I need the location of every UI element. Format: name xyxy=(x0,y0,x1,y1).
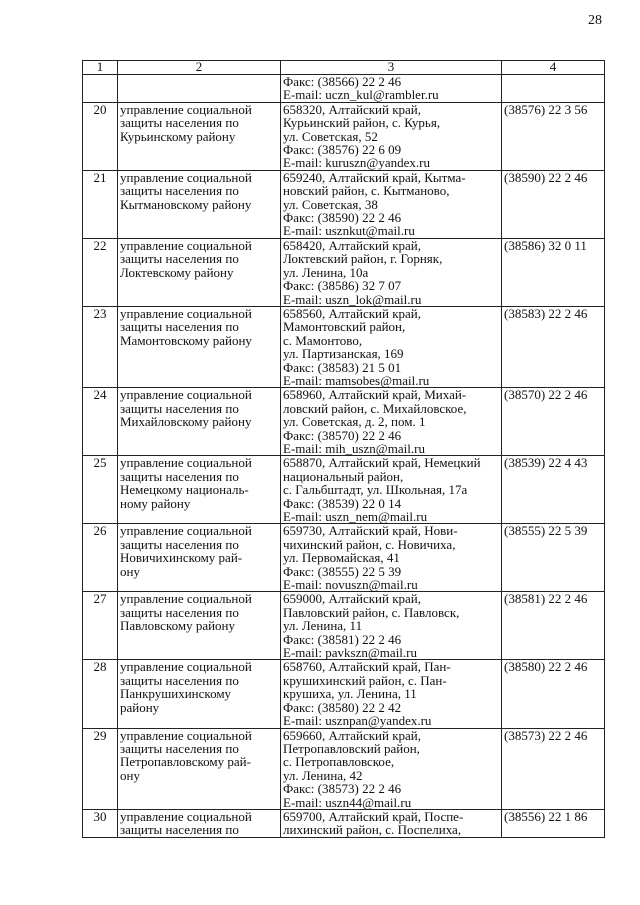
address-cell xyxy=(281,592,502,660)
row-number-cell xyxy=(83,75,118,103)
address-line: ул. Первомайская, 41 xyxy=(283,550,400,566)
agency-name-cell xyxy=(118,592,281,660)
row-number-cell: 30 xyxy=(83,809,118,837)
table-row xyxy=(83,388,605,456)
address-cell xyxy=(281,660,502,728)
phone-cell: (38570) 22 2 46 xyxy=(502,388,605,456)
address-line: Мамонтовский район, xyxy=(283,319,406,335)
address-line: Факс: (38576) 22 6 09 xyxy=(283,142,402,158)
address-line: 659000, Алтайский край, xyxy=(283,591,421,607)
address-line: E-mail: novuszn@mail.ru xyxy=(283,577,418,593)
address-line: лихинский район, с. Поспелиха, xyxy=(283,822,462,838)
address-cell xyxy=(281,170,502,238)
row-number-cell: 29 xyxy=(83,728,118,809)
address-line: ул. Ленина, 42 xyxy=(283,767,363,783)
agency-name-cell xyxy=(118,75,281,103)
address-cell xyxy=(281,75,502,103)
agency-name-line: управление социальной xyxy=(120,169,252,185)
agency-name-cell xyxy=(118,809,281,837)
phone-cell: (38583) 22 2 46 xyxy=(502,306,605,387)
agency-name-line: ному району xyxy=(120,495,191,511)
row-number-cell: 23 xyxy=(83,306,118,387)
address-line: Петропавловский район, xyxy=(283,740,420,756)
address-line: E-mail: uszn_nem@mail.ru xyxy=(283,509,428,524)
agency-name-line: защиты населения по xyxy=(120,400,239,416)
agency-name-line: ону xyxy=(120,563,140,579)
continuation-row xyxy=(83,75,605,103)
address-line: 659660, Алтайский край, xyxy=(283,727,421,743)
agency-name-line: Павловскому району xyxy=(120,618,236,634)
address-line: Факс: (38580) 22 2 42 xyxy=(283,699,402,715)
agency-name-line: управление социальной xyxy=(120,727,252,743)
agency-name-line: защиты населения по xyxy=(120,115,239,131)
table-row xyxy=(83,660,605,728)
table-row xyxy=(83,592,605,660)
address-line: крушихинский район, с. Пан- xyxy=(283,672,447,688)
address-line: чихинский район, с. Новичиха, xyxy=(283,536,456,552)
address-line: E-mail: mamsobes@mail.ru xyxy=(283,372,430,388)
address-line: E-mail: usznkut@mail.ru xyxy=(283,223,415,239)
agency-name-line: району xyxy=(120,699,160,715)
phone-cell: (38581) 22 2 46 xyxy=(502,592,605,660)
row-number-cell: 27 xyxy=(83,592,118,660)
address-cell xyxy=(281,388,502,456)
address-line: 658960, Алтайский край, Михай- xyxy=(283,387,467,403)
address-line: Курьинский район, с. Курья, xyxy=(283,115,441,131)
address-line: ул. Советская, 38 xyxy=(283,196,378,212)
agency-name-line: защиты населения по xyxy=(120,740,239,756)
agency-name-cell xyxy=(118,170,281,238)
agency-name-line: управление социальной xyxy=(120,523,252,539)
agency-name-line: управление социальной xyxy=(120,455,252,471)
address-cell xyxy=(281,306,502,387)
table-row xyxy=(83,809,605,837)
address-line: ул. Советская, д. 2, пом. 1 xyxy=(283,414,426,430)
table-row xyxy=(83,238,605,306)
address-line: Факс: (38539) 22 0 14 xyxy=(283,495,402,511)
agency-name-line: Кытмановскому району xyxy=(120,196,252,212)
agency-name-cell xyxy=(118,102,281,170)
agency-name-cell xyxy=(118,238,281,306)
address-line: E-mail: pavkszn@mail.ru xyxy=(283,645,417,661)
address-line: 658420, Алтайский край, xyxy=(283,237,421,253)
agency-name-line: Панкрушихинскому xyxy=(120,686,232,702)
agency-name-line: управление социальной xyxy=(120,237,252,253)
address-line: Факс: (38555) 22 5 39 xyxy=(283,563,402,579)
page-number: 28 xyxy=(588,13,602,28)
agency-name-cell xyxy=(118,660,281,728)
phone-cell: (38573) 22 2 46 xyxy=(502,728,605,809)
address-line: E-mail: uszn_lok@mail.ru xyxy=(283,291,422,307)
agency-name-line: защиты населения по xyxy=(120,672,239,688)
phone-cell: (38586) 32 0 11 xyxy=(502,238,605,306)
address-line: E-mail: mih_uszn@mail.ru xyxy=(283,440,425,456)
agency-contacts-table xyxy=(82,60,605,838)
address-line: национальный район, xyxy=(283,468,404,484)
row-number-cell: 22 xyxy=(83,238,118,306)
address-cell xyxy=(281,524,502,592)
address-line: Факс: (38573) 22 2 46 xyxy=(283,781,402,797)
table-body xyxy=(83,75,605,838)
row-number-cell: 21 xyxy=(83,170,118,238)
column-header-3: 3 xyxy=(281,61,502,75)
address-line: E-mail: uczn_kul@rambler.ru xyxy=(283,87,439,103)
phone-cell: (38580) 22 2 46 xyxy=(502,660,605,728)
address-line: 659730, Алтайский край, Нови- xyxy=(283,523,458,539)
agency-name-line: управление социальной xyxy=(120,101,252,117)
address-line: Факс: (38586) 32 7 07 xyxy=(283,278,402,294)
column-header-2: 2 xyxy=(118,61,281,75)
agency-name-line: защиты населения по xyxy=(120,536,239,552)
agency-name-line: ону xyxy=(120,767,140,783)
address-line: Павловский район, с. Павловск, xyxy=(283,604,460,620)
table-row xyxy=(83,728,605,809)
agency-name-line: защиты населения по xyxy=(120,468,239,484)
row-number-cell: 28 xyxy=(83,660,118,728)
agency-name-line: защиты населения по xyxy=(120,319,239,335)
address-line: Факс: (38566) 22 2 46 xyxy=(283,74,402,89)
address-line: ул. Советская, 52 xyxy=(283,128,378,144)
address-line: E-mail: usznpan@yandex.ru xyxy=(283,713,432,729)
phone-cell: (38556) 22 1 86 xyxy=(502,809,605,837)
address-line: Факс: (38590) 22 2 46 xyxy=(283,210,402,226)
row-number-cell: 24 xyxy=(83,388,118,456)
agency-name-cell xyxy=(118,728,281,809)
address-line: 658760, Алтайский край, Пан- xyxy=(283,659,451,675)
address-line: Факс: (38581) 22 2 46 xyxy=(283,631,402,647)
agency-name-line: Мамонтовскому району xyxy=(120,332,252,348)
agency-name-line: Михайловскому району xyxy=(120,414,252,430)
address-cell xyxy=(281,102,502,170)
address-line: E-mail: uszn44@mail.ru xyxy=(283,794,412,810)
address-cell xyxy=(281,809,502,837)
agency-name-line: Новичихинскому рай- xyxy=(120,550,243,566)
agency-name-cell xyxy=(118,306,281,387)
agency-name-line: управление социальной xyxy=(120,387,252,403)
address-line: ловский район, с. Михайловское, xyxy=(283,400,467,416)
agency-name-line: управление социальной xyxy=(120,659,252,675)
table-row xyxy=(83,102,605,170)
agency-name-line: управление социальной xyxy=(120,808,252,824)
address-line: Локтевский район, г. Горняк, xyxy=(283,251,443,267)
address-line: ул. Партизанская, 169 xyxy=(283,346,404,362)
address-line: с. Петропавловское, xyxy=(283,754,395,770)
address-line: ул. Ленина, 10а xyxy=(283,264,369,280)
agency-name-line: управление социальной xyxy=(120,305,252,321)
column-header-4: 4 xyxy=(502,61,605,75)
agency-name-cell xyxy=(118,388,281,456)
phone-cell: (38539) 22 4 43 xyxy=(502,456,605,524)
row-number-cell: 20 xyxy=(83,102,118,170)
address-line: ул. Ленина, 11 xyxy=(283,618,363,634)
phone-cell: (38590) 22 2 46 xyxy=(502,170,605,238)
table-row xyxy=(83,306,605,387)
address-line: E-mail: kuruszn@yandex.ru xyxy=(283,155,430,171)
address-line: Факс: (38583) 21 5 01 xyxy=(283,359,402,375)
address-line: 659700, Алтайский край, Поспе- xyxy=(283,808,464,824)
table-row xyxy=(83,456,605,524)
address-line: 659240, Алтайский край, Кытма- xyxy=(283,169,466,185)
agency-name-line: защиты населения по xyxy=(120,604,239,620)
agency-name-line: Курьинскому району xyxy=(120,128,236,144)
agency-name-line: Петропавловскому рай- xyxy=(120,754,251,770)
row-number-cell: 26 xyxy=(83,524,118,592)
phone-cell: (38576) 22 3 56 xyxy=(502,102,605,170)
row-number-cell: 25 xyxy=(83,456,118,524)
address-cell xyxy=(281,238,502,306)
address-line: с. Гальбштадт, ул. Школьная, 17а xyxy=(283,482,468,498)
address-cell xyxy=(281,456,502,524)
address-line: новский район, с. Кытманово, xyxy=(283,183,450,199)
address-line: 658560, Алтайский край, xyxy=(283,305,421,321)
address-line: Факс: (38570) 22 2 46 xyxy=(283,427,402,443)
agency-name-line: управление социальной xyxy=(120,591,252,607)
agency-name-cell xyxy=(118,524,281,592)
agency-name-line: Локтевскому району xyxy=(120,264,234,280)
table-header-row xyxy=(83,61,605,75)
phone-cell xyxy=(502,75,605,103)
table-row xyxy=(83,524,605,592)
phone-cell: (38555) 22 5 39 xyxy=(502,524,605,592)
address-line: 658870, Алтайский край, Немецкий xyxy=(283,455,481,471)
address-line: с. Мамонтово, xyxy=(283,332,363,348)
agency-name-line: Немецкому националь- xyxy=(120,482,249,498)
address-line: 658320, Алтайский край, xyxy=(283,101,421,117)
address-line: крушиха, ул. Ленина, 11 xyxy=(283,686,417,702)
agency-name-line: защиты населения по xyxy=(120,183,239,199)
address-cell xyxy=(281,728,502,809)
agency-name-line: защиты населения по xyxy=(120,822,239,838)
table-row xyxy=(83,170,605,238)
agency-name-cell xyxy=(118,456,281,524)
column-header-1: 1 xyxy=(83,61,118,75)
agency-name-line: защиты населения по xyxy=(120,251,239,267)
